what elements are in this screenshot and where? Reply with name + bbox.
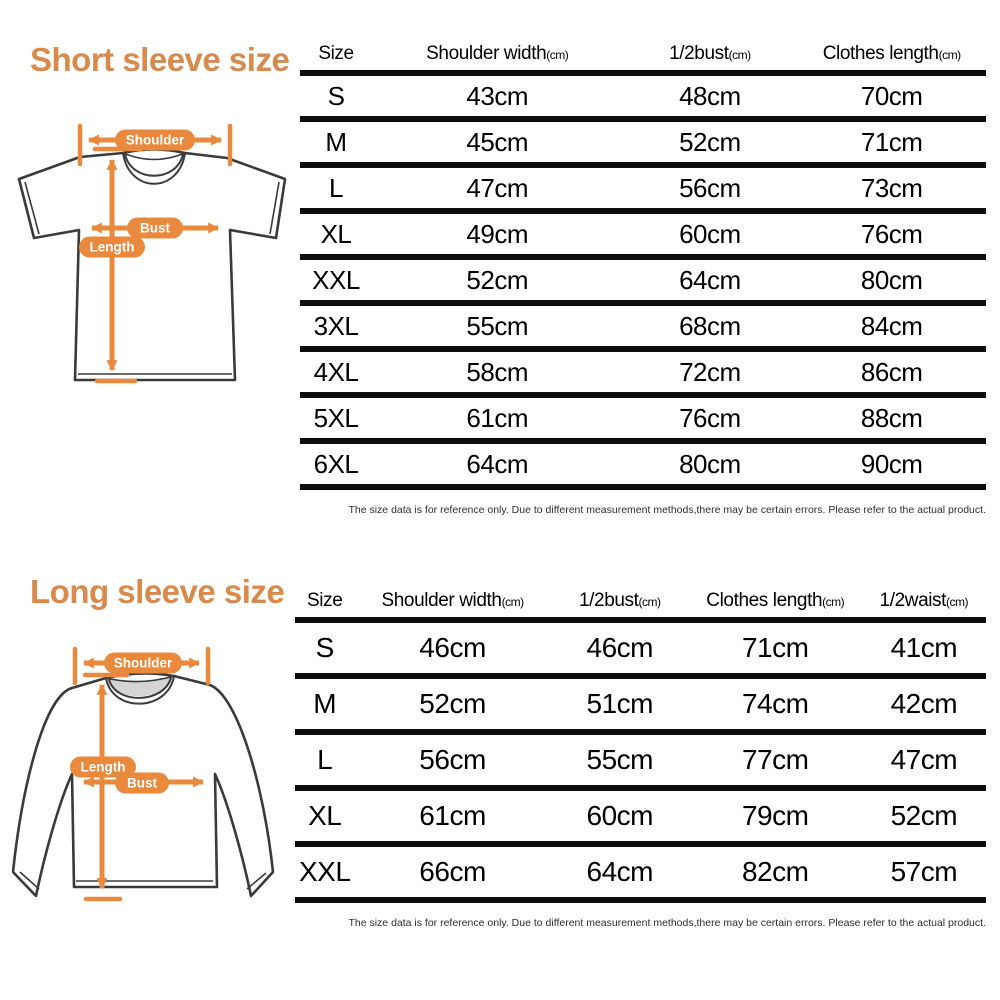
bust-label: Bust bbox=[140, 220, 170, 236]
column-header-unit: (cm) bbox=[638, 595, 661, 609]
column-header bbox=[862, 581, 986, 620]
size-cell: 4XL bbox=[313, 356, 359, 387]
size-cell: XL bbox=[308, 800, 342, 831]
measurement-cell: 76cm bbox=[860, 218, 923, 249]
measurement-cell: 43cm bbox=[466, 80, 528, 111]
measurement-cell: 58cm bbox=[466, 356, 528, 387]
table-header-row bbox=[295, 581, 986, 620]
column-header bbox=[354, 581, 550, 620]
measurement-cell: 72cm bbox=[679, 356, 741, 387]
column-header-unit: (cm) bbox=[946, 595, 969, 609]
measurement-cell: 64cm bbox=[679, 264, 741, 295]
long-sleeve-diagram bbox=[6, 622, 296, 922]
short-sleeve-diagram bbox=[8, 112, 296, 397]
table-row bbox=[300, 119, 986, 165]
short-sleeve-title: Short sleeve size bbox=[30, 41, 290, 78]
measurement-cell: 60cm bbox=[586, 800, 653, 831]
measurement-cell: 61cm bbox=[466, 402, 528, 433]
size-cell: 6XL bbox=[313, 448, 359, 479]
table-row bbox=[295, 676, 986, 732]
long-sleeve-disclaimer: The size data is for reference only. Due to different measurement methods,there may be certain errors. Please refer to the actual product. bbox=[348, 917, 986, 929]
length-label: Length bbox=[89, 239, 135, 255]
column-header bbox=[689, 581, 862, 620]
measurement-cell: 47cm bbox=[890, 744, 958, 775]
table-row bbox=[295, 844, 986, 900]
measurement-cell: 46cm bbox=[586, 632, 653, 663]
measurement-cell: 52cm bbox=[466, 264, 528, 295]
measurement-cell: 77cm bbox=[741, 744, 809, 775]
measurement-cell: 90cm bbox=[860, 448, 923, 479]
measurement-cell: 64cm bbox=[466, 448, 528, 479]
size-cell: S bbox=[315, 632, 334, 663]
size-cell: S bbox=[327, 80, 345, 111]
length-label: Length bbox=[80, 759, 126, 775]
column-header bbox=[372, 38, 622, 73]
size-cell: XXL bbox=[298, 856, 351, 887]
table-row bbox=[300, 349, 986, 395]
table-row bbox=[295, 788, 986, 844]
size-cell: L bbox=[329, 172, 343, 203]
size-cell: M bbox=[313, 688, 337, 719]
bust-label: Bust bbox=[127, 775, 157, 791]
table-row bbox=[300, 257, 986, 303]
measurement-cell: 86cm bbox=[860, 356, 923, 387]
measurement-cell: 57cm bbox=[890, 856, 958, 887]
column-header-unit: (cm) bbox=[501, 595, 524, 609]
shoulder-label: Shoulder bbox=[125, 132, 185, 148]
column-header-label: 1/2waist bbox=[879, 590, 947, 611]
measurement-cell: 52cm bbox=[890, 800, 958, 831]
table-header-row bbox=[300, 38, 986, 73]
measurement-cell: 84cm bbox=[860, 310, 923, 341]
measurement-cell: 52cm bbox=[679, 126, 741, 157]
table-row bbox=[300, 441, 986, 487]
measurement-cell: 79cm bbox=[741, 800, 809, 831]
column-header-label: Size bbox=[307, 590, 343, 611]
column-header-unit: (cm) bbox=[728, 48, 751, 62]
measurement-cell: 70cm bbox=[860, 80, 923, 111]
column-header-unit: (cm) bbox=[822, 595, 845, 609]
measurement-cell: 49cm bbox=[466, 218, 528, 249]
measurement-cell: 74cm bbox=[741, 688, 809, 719]
column-header-unit: (cm) bbox=[938, 48, 961, 62]
size-cell: 5XL bbox=[313, 402, 359, 433]
measurement-cell: 42cm bbox=[890, 688, 958, 719]
measurement-cell: 68cm bbox=[679, 310, 741, 341]
measurement-cell: 60cm bbox=[679, 218, 741, 249]
measurement-cell: 46cm bbox=[419, 632, 486, 663]
column-header-label: 1/2bust bbox=[578, 590, 639, 611]
table-row bbox=[300, 165, 986, 211]
measurement-cell: 80cm bbox=[679, 448, 741, 479]
measurement-cell: 51cm bbox=[586, 688, 653, 719]
table-row bbox=[295, 732, 986, 788]
measurement-cell: 73cm bbox=[860, 172, 923, 203]
size-cell: 3XL bbox=[313, 310, 359, 341]
measurement-cell: 45cm bbox=[466, 126, 528, 157]
measurement-cell: 88cm bbox=[860, 402, 923, 433]
table-row bbox=[300, 73, 986, 119]
measurement-cell: 56cm bbox=[679, 172, 741, 203]
short-sleeve-size-table bbox=[300, 38, 986, 490]
measurement-cell: 71cm bbox=[860, 126, 923, 157]
long-sleeve-size-table bbox=[295, 581, 986, 903]
measurement-cell: 82cm bbox=[741, 856, 809, 887]
column-header bbox=[797, 38, 986, 73]
measurement-cell: 55cm bbox=[466, 310, 528, 341]
short-sleeve-disclaimer: The size data is for reference only. Due to different measurement methods,there may be certain errors. Please refer to the actual product. bbox=[348, 504, 986, 516]
column-header bbox=[300, 38, 372, 73]
column-header-unit: (cm) bbox=[546, 48, 569, 62]
column-header-label: Clothes length bbox=[706, 590, 823, 611]
table-row bbox=[300, 303, 986, 349]
measurement-cell: 61cm bbox=[419, 800, 486, 831]
long-sleeve-title: Long sleeve size bbox=[30, 573, 285, 610]
size-cell: XL bbox=[320, 218, 352, 249]
measurement-cell: 64cm bbox=[586, 856, 653, 887]
measurement-cell: 80cm bbox=[860, 264, 923, 295]
column-header-label: Size bbox=[318, 43, 354, 64]
size-cell: L bbox=[317, 744, 333, 775]
column-header bbox=[295, 581, 354, 620]
measurement-cell: 47cm bbox=[466, 172, 528, 203]
column-header bbox=[551, 581, 689, 620]
column-header bbox=[622, 38, 797, 73]
measurement-cell: 76cm bbox=[679, 402, 741, 433]
size-cell: M bbox=[325, 126, 347, 157]
table-row bbox=[295, 620, 986, 676]
table-row bbox=[300, 395, 986, 441]
measurement-cell: 66cm bbox=[419, 856, 486, 887]
column-header-label: Shoulder width bbox=[426, 43, 547, 64]
column-header-label: 1/2bust bbox=[669, 43, 729, 64]
table-row bbox=[300, 211, 986, 257]
measurement-cell: 71cm bbox=[741, 632, 809, 663]
measurement-cell: 56cm bbox=[419, 744, 486, 775]
measurement-cell: 41cm bbox=[890, 632, 958, 663]
column-header-label: Clothes length bbox=[822, 43, 939, 64]
shoulder-label: Shoulder bbox=[113, 655, 173, 671]
measurement-cell: 55cm bbox=[586, 744, 653, 775]
measurement-cell: 52cm bbox=[419, 688, 486, 719]
measurement-cell: 48cm bbox=[679, 80, 741, 111]
size-cell: XXL bbox=[312, 264, 360, 295]
column-header-label: Shoulder width bbox=[381, 590, 502, 611]
